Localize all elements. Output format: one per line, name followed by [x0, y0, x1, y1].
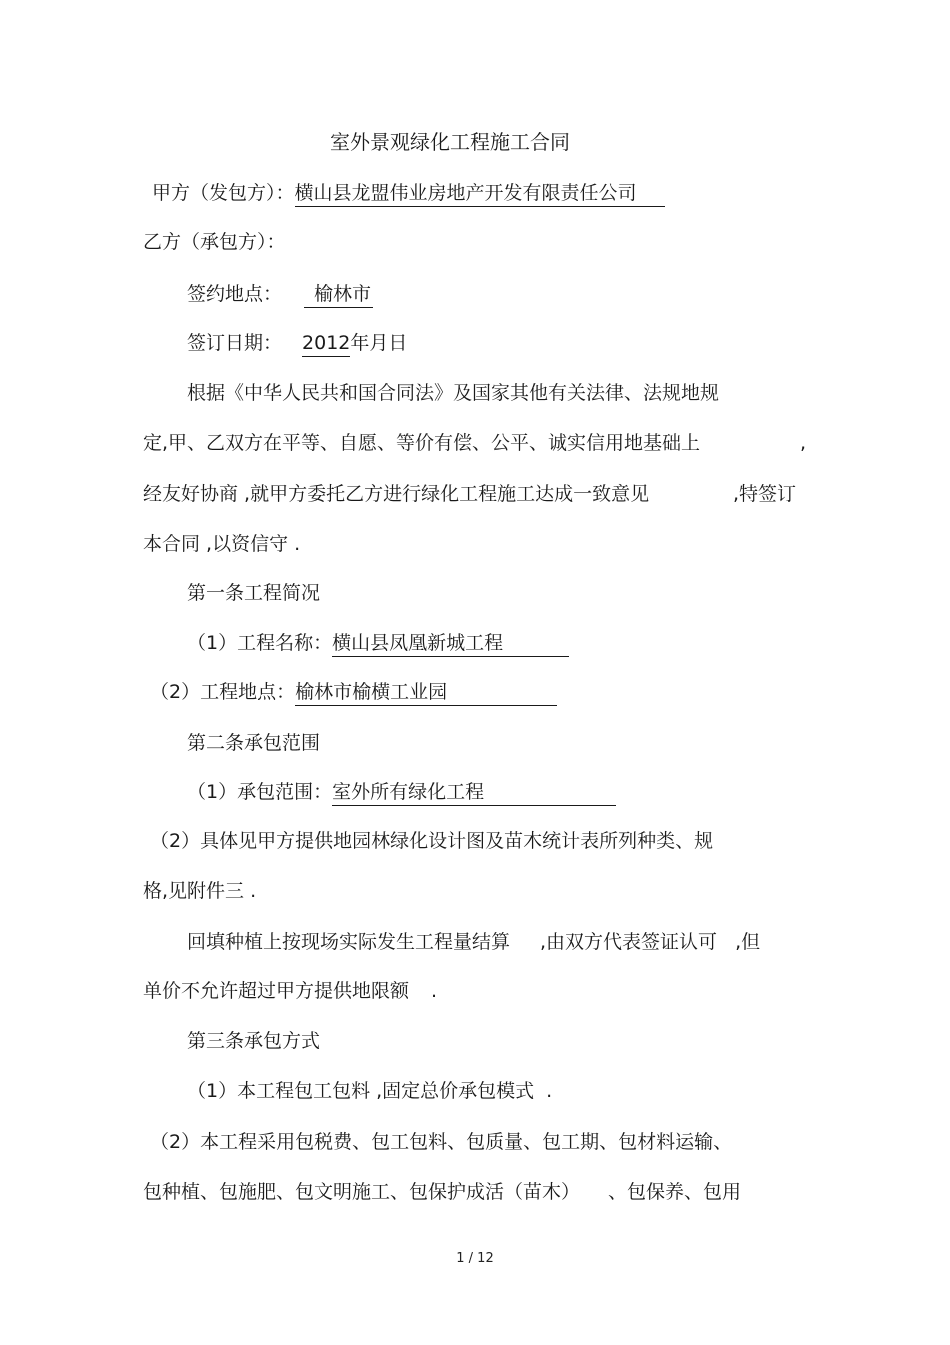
sign-date-rest: 年月日	[350, 332, 408, 354]
contract-mode-c: .	[546, 1080, 553, 1102]
preamble-line-1: 根据《中华人民共和国合同法》及国家其他有关法律、法规地规	[187, 382, 720, 404]
note-text-d: 单价不允许超过甲方提供地限额	[143, 980, 410, 1002]
sign-place-value: 榆林市	[304, 282, 373, 308]
article-2-item-2-line-2: 格,见附件三 .	[143, 880, 257, 902]
article-1-heading: 第一条工程简况	[187, 582, 321, 604]
article-2-note-line-2	[143, 979, 437, 1003]
contract-mode-b: ,固定总价承包模式	[376, 1080, 535, 1102]
contract-mode-a: （1）本工程包工包料	[187, 1080, 371, 1102]
document-title: 室外景观绿化工程施工合同	[330, 130, 570, 154]
article-3-heading: 第三条承包方式	[187, 1030, 321, 1052]
article-1-item-2	[150, 680, 557, 706]
article-3-item-2-line-1: （2）本工程采用包税费、包工包料、包质量、包工期、包材料运输、	[150, 1131, 733, 1153]
scope-label: （1）承包范围：	[187, 781, 333, 803]
article-1-item-1	[187, 631, 569, 657]
article-2-item-2-line-1: （2）具体见甲方提供地园林绿化设计图及苗木统计表所列种类、规	[150, 830, 714, 852]
project-name-value: 横山县凤凰新城工程	[332, 631, 569, 657]
sign-place-line	[187, 282, 373, 308]
contract-scope-b: 、包保养、包用	[608, 1181, 742, 1203]
article-3-item-1	[187, 1079, 552, 1103]
party-b-line	[143, 230, 286, 254]
preamble-line-3-tail: ,特签订	[733, 483, 797, 505]
project-location-value: 榆林市榆横工业园	[295, 680, 557, 706]
preamble-line-2-comma: ,	[800, 432, 807, 454]
scope-value: 室外所有绿化工程	[332, 780, 616, 806]
article-3-item-2-line-2	[143, 1180, 741, 1204]
article-2-item-1	[187, 780, 616, 806]
article-2-note-line-1	[187, 930, 760, 954]
party-b-label: 乙方（承包方）：	[143, 231, 286, 253]
note-text-b: ,由双方代表签证认可	[540, 931, 718, 953]
sign-place-label: 签约地点：	[187, 283, 283, 305]
party-a-name: 横山县龙盟伟业房地产开发有限责任公司	[295, 181, 665, 207]
project-name-label: （1）工程名称：	[187, 632, 333, 654]
party-a-line	[152, 181, 665, 207]
page-number: 1 / 12	[456, 1251, 494, 1266]
sign-date-year: 2012	[302, 331, 350, 357]
note-text-e: .	[431, 980, 438, 1002]
sign-date-line	[187, 331, 407, 357]
note-text-c: ,但	[735, 931, 761, 953]
note-text-a: 回填种植上按现场实际发生工程量结算	[187, 931, 511, 953]
sign-date-label: 签订日期：	[187, 332, 283, 354]
preamble-line-4: 本合同 ,以资信守 .	[143, 533, 301, 555]
contract-scope-a: 包种植、包施肥、包文明施工、包保护成活（苗木）	[143, 1181, 581, 1203]
party-a-label: 甲方（发包方）：	[152, 182, 295, 204]
preamble-line-3: 经友好协商 ,就甲方委托乙方进行绿化工程施工达成一致意见	[143, 483, 650, 505]
article-2-heading: 第二条承包范围	[187, 732, 321, 754]
project-location-label: （2）工程地点：	[150, 681, 296, 703]
preamble-line-2: 定,甲、乙双方在平等、自愿、等价有偿、公平、诚实信用地基础上	[143, 432, 701, 454]
